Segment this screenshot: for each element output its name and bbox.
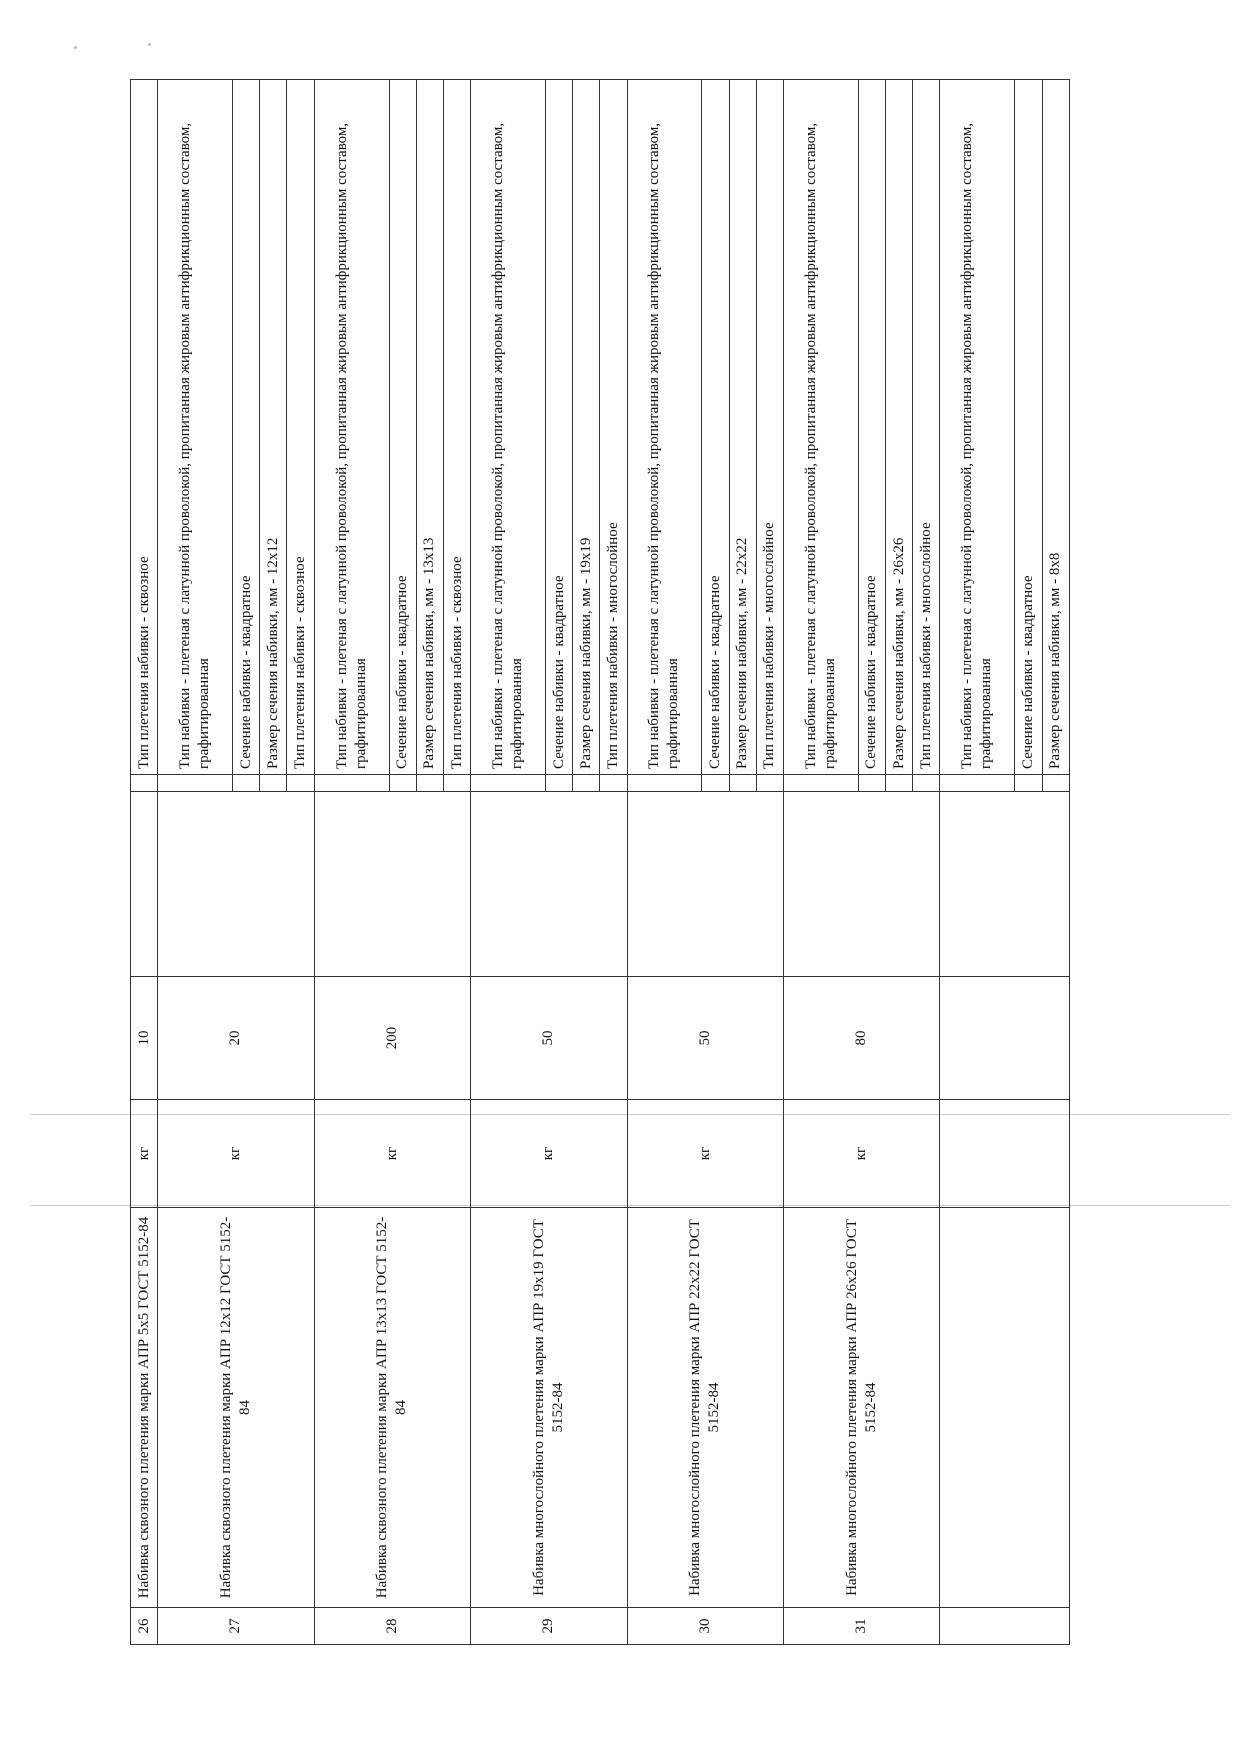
narrow-empty-cell bbox=[389, 775, 416, 792]
parameter-cell: Тип набивки - плетеная с латунной проволокой, пропитанная жировым антифрикционным составом, графитированная bbox=[940, 80, 1015, 775]
narrow-empty-cell bbox=[260, 775, 287, 792]
empty-cell bbox=[627, 792, 783, 977]
unit-cell: кг bbox=[784, 1100, 940, 1208]
narrow-empty-cell bbox=[1015, 775, 1042, 792]
quantity-cell bbox=[940, 977, 1070, 1100]
rotated-page bbox=[130, 80, 1070, 1645]
table-row bbox=[627, 80, 702, 1645]
narrow-empty-cell bbox=[729, 775, 756, 792]
parameter-cell: Тип набивки - плетеная с латунной проволокой, пропитанная жировым антифрикционным составом, графитированная bbox=[471, 80, 546, 775]
narrow-empty-cell bbox=[913, 775, 940, 792]
item-name: Набивка сквозного плетения марки АПР 5х5 ГОСТ 5152-84 bbox=[131, 1208, 158, 1608]
empty-cell bbox=[131, 792, 158, 977]
row-number: 31 bbox=[784, 1608, 940, 1645]
item-name bbox=[940, 1208, 1070, 1608]
quantity-cell: 50 bbox=[627, 977, 783, 1100]
empty-cell bbox=[158, 792, 314, 977]
item-name: Набивка сквозного плетения марки АПР 12х12 ГОСТ 5152-84 bbox=[158, 1208, 314, 1608]
table-row bbox=[131, 80, 158, 1645]
row-number: 30 bbox=[627, 1608, 783, 1645]
narrow-empty-cell bbox=[1042, 775, 1069, 792]
parameter-cell: Сечение набивки - квадратное bbox=[1015, 80, 1042, 775]
quantity-cell: 20 bbox=[158, 977, 314, 1100]
row-number bbox=[940, 1608, 1070, 1645]
narrow-empty-cell bbox=[573, 775, 600, 792]
table-body bbox=[131, 80, 1070, 1645]
item-name: Набивка многослойного плетения марки АПР 19х19 ГОСТ 5152-84 bbox=[471, 1208, 627, 1608]
narrow-empty-cell bbox=[233, 775, 260, 792]
unit-cell: кг bbox=[131, 1100, 158, 1208]
quantity-cell: 200 bbox=[314, 977, 470, 1100]
quantity-cell: 10 bbox=[131, 977, 158, 1100]
unit-cell: кг bbox=[471, 1100, 627, 1208]
table-row bbox=[471, 80, 546, 1645]
item-name: Набивка многослойного плетения марки АПР 26х26 ГОСТ 5152-84 bbox=[784, 1208, 940, 1608]
row-number: 27 bbox=[158, 1608, 314, 1645]
parameter-cell: Тип плетения набивки - сквозное bbox=[443, 80, 470, 775]
parameter-cell: Сечение набивки - квадратное bbox=[702, 80, 729, 775]
parameter-cell: Тип плетения набивки - сквозное bbox=[287, 80, 314, 775]
unit-cell: кг bbox=[314, 1100, 470, 1208]
scan-speck bbox=[148, 43, 151, 46]
row-number: 28 bbox=[314, 1608, 470, 1645]
parameter-cell: Тип набивки - плетеная с латунной проволокой, пропитанная жировым антифрикционным составом, графитированная bbox=[314, 80, 389, 775]
row-number: 29 bbox=[471, 1608, 627, 1645]
item-name: Набивка многослойного плетения марки АПР 22х22 ГОСТ 5152-84 bbox=[627, 1208, 783, 1608]
narrow-empty-cell bbox=[600, 775, 627, 792]
parameter-cell: Тип плетения набивки - многослойное bbox=[913, 80, 940, 775]
parameter-cell: Сечение набивки - квадратное bbox=[233, 80, 260, 775]
narrow-empty-cell bbox=[158, 775, 233, 792]
empty-cell bbox=[314, 792, 470, 977]
unit-cell: кг bbox=[627, 1100, 783, 1208]
empty-cell bbox=[471, 792, 627, 977]
narrow-empty-cell bbox=[443, 775, 470, 792]
narrow-empty-cell bbox=[131, 775, 158, 792]
narrow-empty-cell bbox=[416, 775, 443, 792]
narrow-empty-cell bbox=[627, 775, 702, 792]
empty-cell bbox=[940, 792, 1070, 977]
quantity-cell: 50 bbox=[471, 977, 627, 1100]
narrow-empty-cell bbox=[756, 775, 783, 792]
narrow-empty-cell bbox=[314, 775, 389, 792]
narrow-empty-cell bbox=[702, 775, 729, 792]
table-row bbox=[158, 80, 233, 1645]
parameter-cell: Тип плетения набивки - многослойное bbox=[756, 80, 783, 775]
item-name: Набивка сквозного плетения марки АПР 13х13 ГОСТ 5152-84 bbox=[314, 1208, 470, 1608]
narrow-empty-cell bbox=[784, 775, 859, 792]
narrow-empty-cell bbox=[858, 775, 885, 792]
narrow-empty-cell bbox=[940, 775, 1015, 792]
table-row bbox=[784, 80, 859, 1645]
unit-cell: кг bbox=[158, 1100, 314, 1208]
parameter-cell: Размер сечения набивки, мм - 19х19 bbox=[573, 80, 600, 775]
empty-cell bbox=[784, 792, 940, 977]
parameter-cell: Тип плетения набивки - сквозное bbox=[131, 80, 158, 775]
narrow-empty-cell bbox=[886, 775, 913, 792]
parameter-cell: Тип плетения набивки - многослойное bbox=[600, 80, 627, 775]
unit-cell bbox=[940, 1100, 1070, 1208]
quantity-cell: 80 bbox=[784, 977, 940, 1100]
narrow-empty-cell bbox=[471, 775, 546, 792]
table-row bbox=[314, 80, 389, 1645]
row-number: 26 bbox=[131, 1608, 158, 1645]
parameter-cell: Тип набивки - плетеная с латунной проволокой, пропитанная жировым антифрикционным составом, графитированная bbox=[158, 80, 233, 775]
parameter-cell: Тип набивки - плетеная с латунной проволокой, пропитанная жировым антифрикционным составом, графитированная bbox=[627, 80, 702, 775]
parameter-cell: Размер сечения набивки, мм - 13х13 bbox=[416, 80, 443, 775]
narrow-empty-cell bbox=[287, 775, 314, 792]
parameter-cell: Размер сечения набивки, мм - 8х8 bbox=[1042, 80, 1069, 775]
table-row bbox=[940, 80, 1015, 1645]
parameter-cell: Размер сечения набивки, мм - 22х22 bbox=[729, 80, 756, 775]
parameter-cell: Сечение набивки - квадратное bbox=[858, 80, 885, 775]
specification-table bbox=[130, 79, 1070, 1645]
parameter-cell: Тип набивки - плетеная с латунной проволокой, пропитанная жировым антифрикционным составом, графитированная bbox=[784, 80, 859, 775]
narrow-empty-cell bbox=[545, 775, 572, 792]
parameter-cell: Размер сечения набивки, мм - 12х12 bbox=[260, 80, 287, 775]
parameter-cell: Размер сечения набивки, мм - 26х26 bbox=[886, 80, 913, 775]
scan-speck bbox=[74, 46, 77, 49]
parameter-cell: Сечение набивки - квадратное bbox=[545, 80, 572, 775]
parameter-cell: Сечение набивки - квадратное bbox=[389, 80, 416, 775]
